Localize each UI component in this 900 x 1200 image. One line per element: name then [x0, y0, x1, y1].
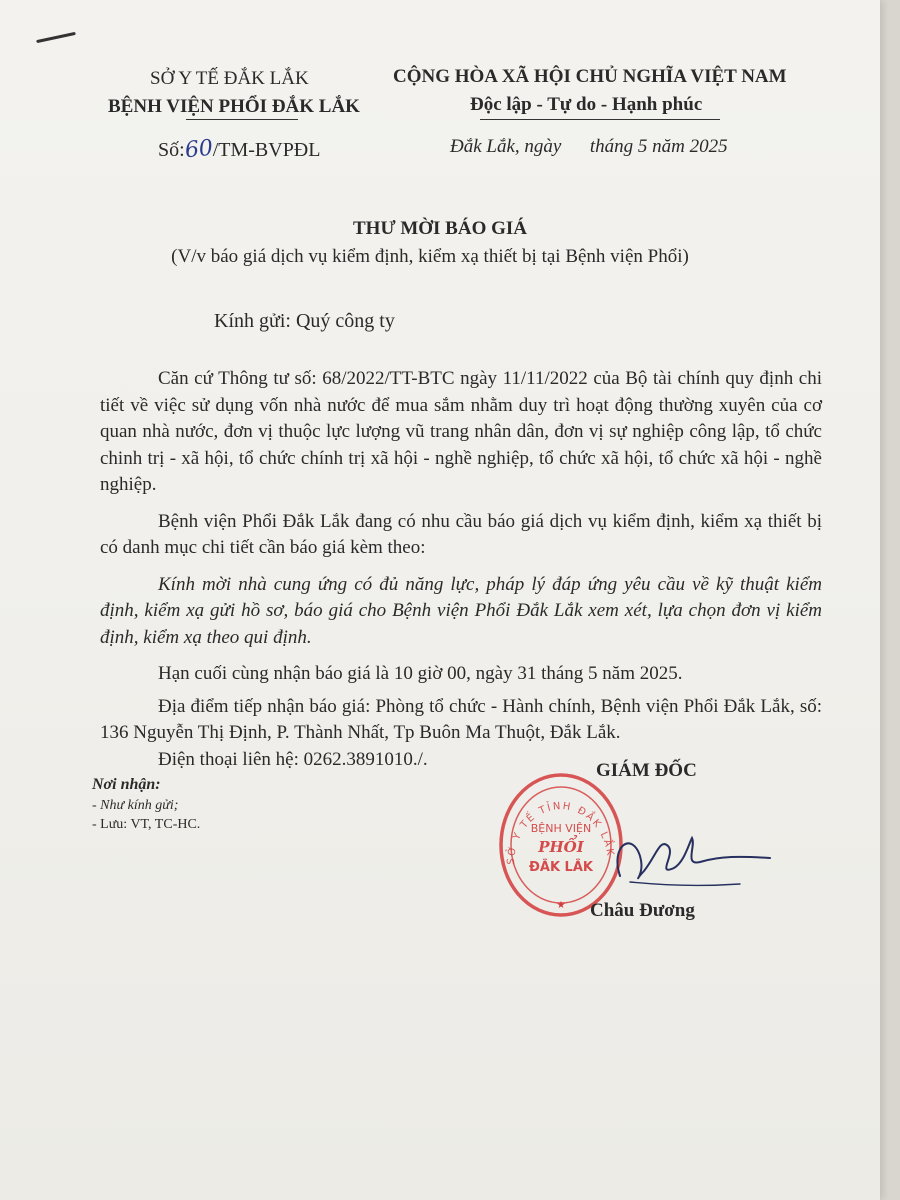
document-number: [158, 137, 320, 162]
signer-title: GIÁM ĐỐC: [596, 760, 697, 781]
seal-star-icon: ★: [556, 900, 566, 911]
national-title: CỘNG HÒA XÃ HỘI CHỦ NGHĨA VIỆT NAM: [393, 66, 787, 87]
greeting: Kính gửi: Quý công ty: [214, 310, 395, 332]
motto-underline-divider: [480, 119, 720, 120]
recipient-item: - Như kính gửi;: [92, 798, 179, 813]
issuing-authority: SỞ Y TẾ ĐẮK LẮK: [150, 68, 309, 89]
org-underline-divider: [186, 119, 298, 120]
document-title: THƯ MỜI BÁO GIÁ: [353, 218, 527, 239]
seal-line-3: ĐẮK LẮK: [529, 860, 593, 875]
letter-body: [100, 366, 822, 783]
recipients-block: [92, 776, 200, 836]
paragraph-legal-basis: Căn cứ Thông tư số: 68/2022/TT-BTC ngày 11/11/2022 của Bộ tài chính quy định chi tiết về việc sử dụng vốn nhà nước để mua sắm nhằm duy trì hoạt động thường xuyên của cơ quan nhà nước, đơn vị thuộc lực lượng vũ trang nhân dân, đơn vị sự nghiệp công lập, tổ chức chinh trị - xã hội, tổ chức chính trị xã hội - nghề nghiệp, tổ chức xã hội, tổ chức xã hội - nghề nghiệp.: [100, 368, 822, 495]
place-and-date: Đắk Lắk, ngày tháng 5 năm 2025: [450, 136, 728, 157]
document-subtitle: (V/v báo giá dịch vụ kiểm định, kiểm xạ thiết bị tại Bệnh viện Phổi): [171, 246, 689, 267]
paragraph-phone: Điện thoại liên hệ: 0262.3891010./.: [158, 748, 428, 770]
paragraph-deadline: Hạn cuối cùng nhận báo giá là 10 giờ 00, ngày 31 tháng 5 năm 2025.: [158, 663, 683, 684]
seal-ring-text: SỞ Y TẾ TỈNH ĐẮK LẮK: [505, 800, 616, 866]
national-motto: Độc lập - Tự do - Hạnh phúc: [470, 94, 703, 115]
paragraph-address: Địa điểm tiếp nhận báo giá: Phòng tổ chức - Hành chính, Bệnh viện Phổi Đắk Lắk, số: 136 Nguyễn Thị Định, P. Thành Nhất, Tp Buôn Ma Thuột, Đắk Lắk.: [100, 695, 822, 743]
document-number-prefix: Số:: [158, 139, 185, 161]
seal-line-1: BỆNH VIỆN: [530, 822, 592, 835]
handwritten-signature: [560, 816, 780, 906]
paragraph-request: Bệnh viện Phổi Đắk Lắk đang có nhu cầu báo giá dịch vụ kiểm định, kiểm xạ thiết bị có danh mục chi tiết cần báo giá kèm theo:: [100, 510, 822, 558]
document-number-suffix: /TM-BVPĐL: [212, 139, 321, 161]
document-number-handwritten: 60: [183, 135, 214, 164]
recipient-item: - Lưu: VT, TC-HC.: [92, 817, 201, 832]
recipients-heading: Nơi nhận:: [92, 776, 161, 793]
seal-line-2: PHỔI: [538, 838, 584, 856]
pen-mark: [36, 32, 76, 43]
paragraph-invitation: Kính mời nhà cung ứng có đủ năng lực, pháp lý đáp ứng yêu cầu về kỹ thuật kiểm định, kiểm xạ gửi hồ sơ, báo giá cho Bệnh viện Phổi Đắk Lắk xem xét, lựa chọn đơn vị kiểm định, kiểm xạ theo qui định.: [100, 573, 822, 648]
issuing-organization: BỆNH VIỆN PHỔI ĐẮK LẮK: [108, 96, 360, 117]
signer-name: Châu Đương: [590, 900, 695, 921]
